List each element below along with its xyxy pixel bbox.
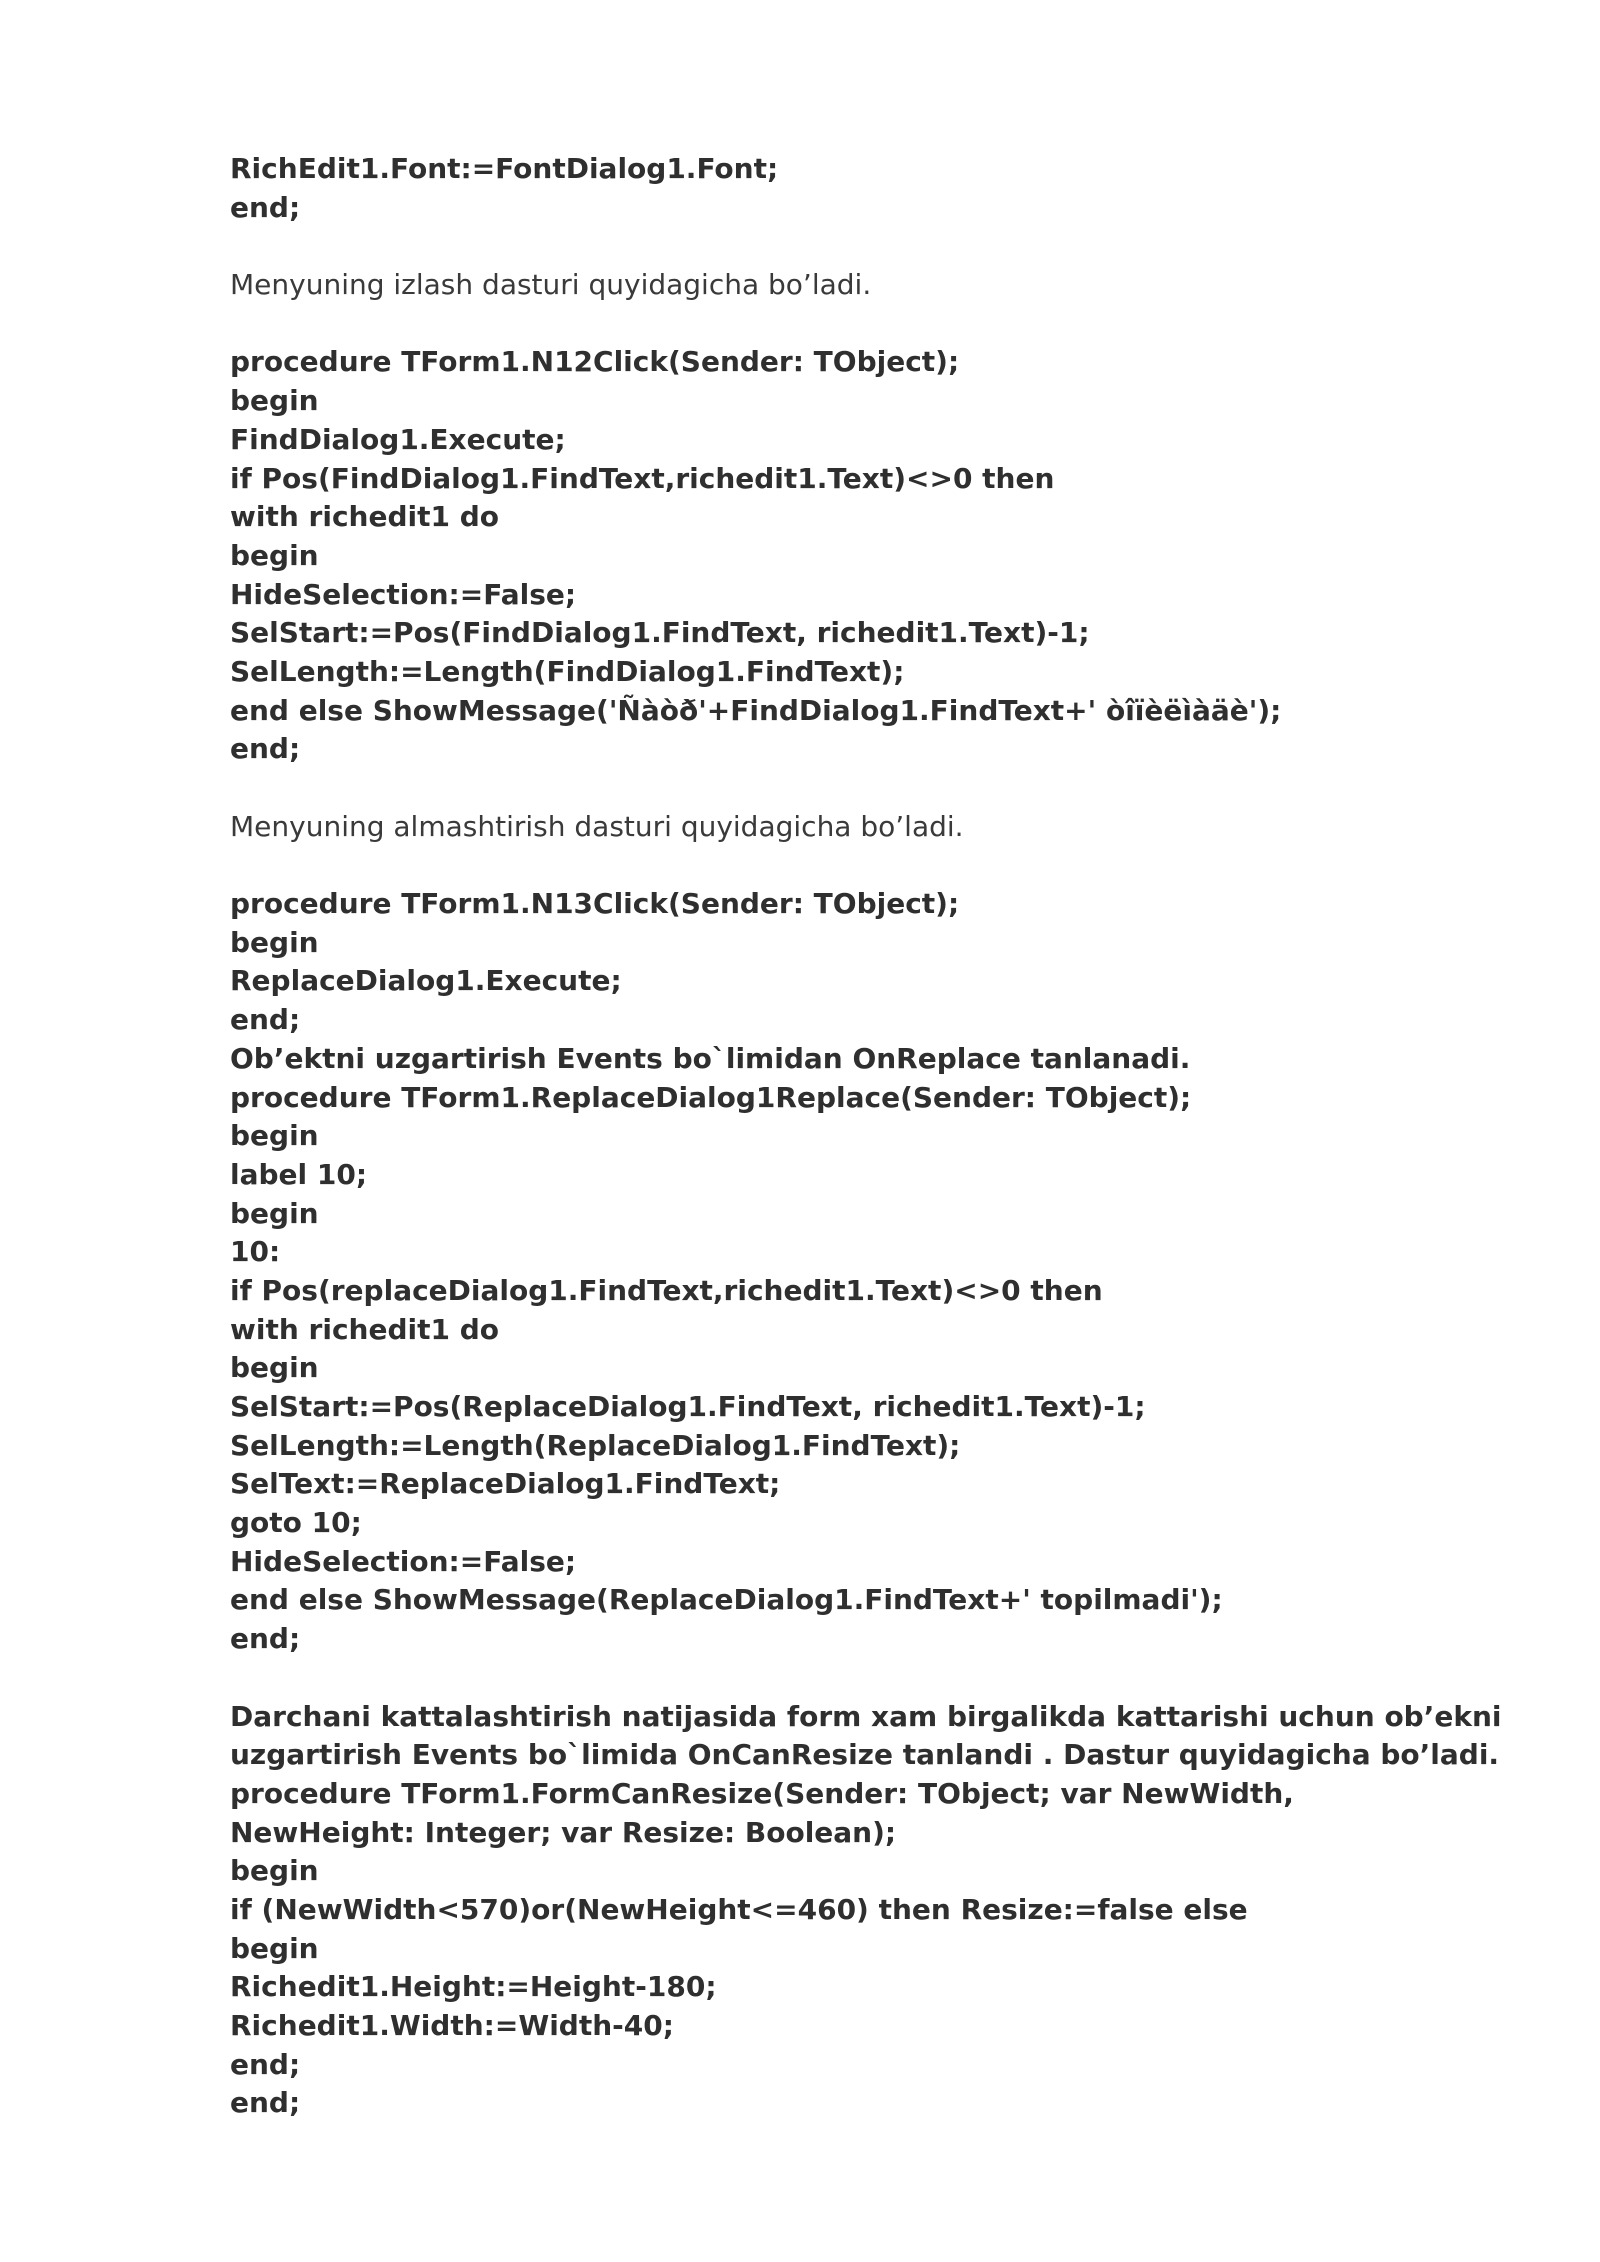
code-line: end else ShowMessage('Ñàòð'+FindDialog1.FindText+' òîïèëìàäè'); bbox=[230, 693, 1282, 727]
code-line: goto 10; bbox=[230, 1506, 362, 1540]
code-line: begin bbox=[230, 1196, 319, 1230]
code-line: with richedit1 do bbox=[230, 500, 499, 534]
code-line: SelLength:=Length(ReplaceDialog1.FindText); bbox=[230, 1428, 961, 1462]
code-line: Richedit1.Width:=Width-40; bbox=[230, 2009, 674, 2042]
code-line: begin bbox=[230, 384, 319, 418]
code-line: ReplaceDialog1.Execute; bbox=[230, 964, 622, 998]
code-block bbox=[230, 1698, 1502, 2124]
blank-line bbox=[230, 305, 1430, 344]
code-line: end; bbox=[230, 1003, 301, 1037]
code-line: HideSelection:=False; bbox=[230, 577, 577, 611]
code-line: end; bbox=[230, 2086, 301, 2120]
blank-line bbox=[230, 769, 1430, 808]
paragraph-line: Menyuning izlash dasturi quyidagicha bo’ladi. bbox=[230, 268, 872, 302]
code-line: SelText:=ReplaceDialog1.FindText; bbox=[230, 1467, 781, 1501]
code-block bbox=[230, 343, 1430, 769]
code-line: SelStart:=Pos(ReplaceDialog1.FindText, richedit1.Text)-1; bbox=[230, 1390, 1146, 1423]
code-line: if Pos(replaceDialog1.FindText,richedit1.Text)<>0 then bbox=[230, 1273, 1103, 1307]
paragraph bbox=[230, 266, 1430, 305]
code-block bbox=[230, 150, 1430, 227]
code-line: FindDialog1.Execute; bbox=[230, 422, 566, 456]
code-line: end; bbox=[230, 732, 301, 766]
code-line: SelStart:=Pos(FindDialog1.FindText, richedit1.Text)-1; bbox=[230, 616, 1090, 650]
code-line: end; bbox=[230, 2047, 301, 2081]
code-line: procedure TForm1.N13Click(Sender: TObject); bbox=[230, 887, 960, 921]
document-content bbox=[230, 150, 1502, 2123]
code-line: begin bbox=[230, 925, 319, 959]
code-line: begin bbox=[230, 1854, 319, 1888]
code-line: begin bbox=[230, 1119, 319, 1153]
code-line: NewHeight: Integer; var Resize: Boolean); bbox=[230, 1815, 897, 1849]
code-block bbox=[230, 885, 1430, 1659]
code-line: begin bbox=[230, 538, 319, 572]
code-line: 10: bbox=[230, 1235, 281, 1269]
code-line: end; bbox=[230, 1622, 301, 1656]
code-line: procedure TForm1.N12Click(Sender: TObject); bbox=[230, 345, 960, 379]
code-line: end else ShowMessage(ReplaceDialog1.FindText+' topilmadi'); bbox=[230, 1583, 1223, 1617]
code-line: label 10; bbox=[230, 1157, 368, 1191]
code-line: with richedit1 do bbox=[230, 1312, 499, 1346]
code-line: SelLength:=Length(FindDialog1.FindText); bbox=[230, 654, 905, 688]
blank-line bbox=[230, 227, 1430, 266]
code-line: Darchani kattalashtirish natijasida form xam birgalikda kattarishi uchun ob’ekni bbox=[230, 1699, 1502, 1733]
code-line: Ob’ektni uzgartirish Events bo`limidan OnReplace tanlanadi. bbox=[230, 1041, 1191, 1075]
paragraph-line: Menyuning almashtirish dasturi quyidagicha bo’ladi. bbox=[230, 809, 964, 843]
code-line: begin bbox=[230, 1931, 319, 1965]
code-line: HideSelection:=False; bbox=[230, 1544, 577, 1578]
code-line: RichEdit1.Font:=FontDialog1.Font; bbox=[230, 152, 779, 185]
code-line: if Pos(FindDialog1.FindText,richedit1.Text)<>0 then bbox=[230, 461, 1055, 495]
code-line: end; bbox=[230, 190, 301, 224]
code-line: if (NewWidth<570)or(NewHeight<=460) then Resize:=false else bbox=[230, 1892, 1248, 1926]
blank-line bbox=[230, 846, 1430, 885]
code-line: procedure TForm1.ReplaceDialog1Replace(Sender: TObject); bbox=[230, 1080, 1192, 1114]
code-line: uzgartirish Events bo`limida OnCanResize tanlandi . Dastur quyidagicha bo’ladi. bbox=[230, 1738, 1500, 1772]
code-line: Richedit1.Height:=Height-180; bbox=[230, 1970, 717, 2004]
code-line: begin bbox=[230, 1351, 319, 1385]
code-line: procedure TForm1.FormCanResize(Sender: TObject; var NewWidth, bbox=[230, 1776, 1294, 1810]
paragraph bbox=[230, 808, 1430, 847]
blank-line bbox=[230, 1659, 1430, 1698]
